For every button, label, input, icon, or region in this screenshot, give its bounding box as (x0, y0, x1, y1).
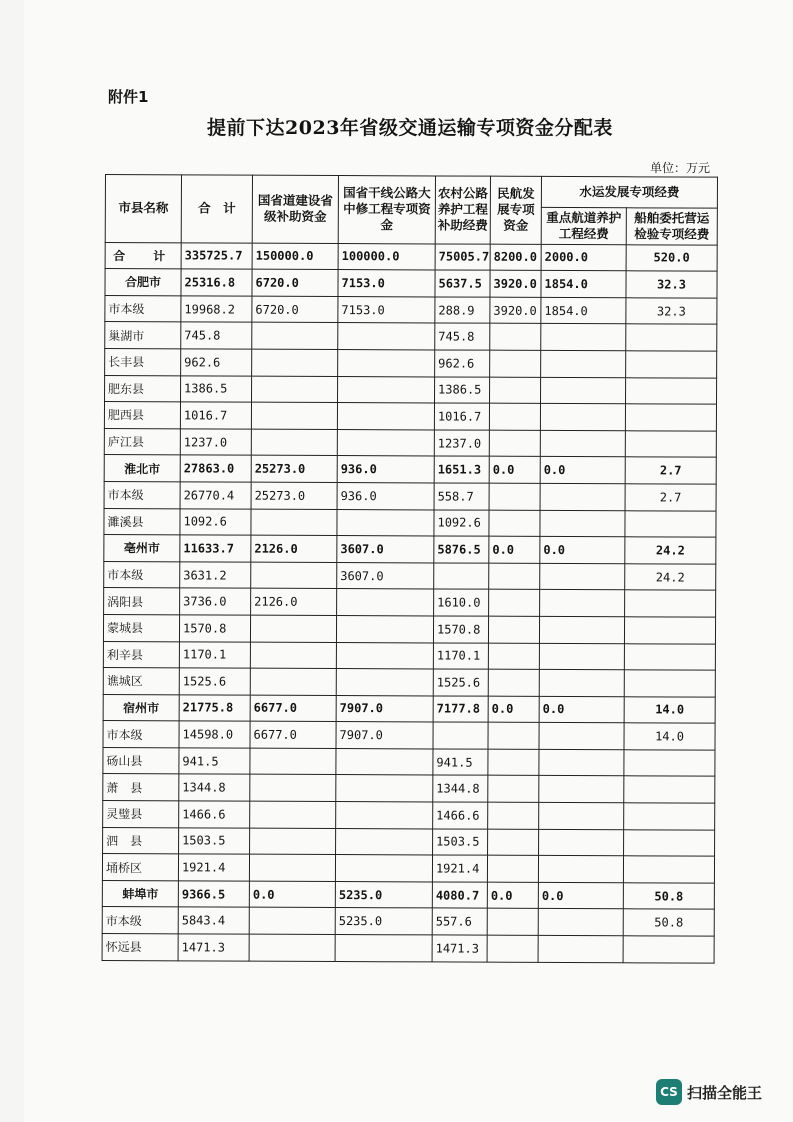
cell-total: 14598.0 (179, 721, 250, 748)
cell-ship-inspection (626, 377, 717, 404)
cell-aviation (488, 643, 539, 670)
cell-ship-inspection (625, 590, 716, 617)
cell-total: 1386.5 (181, 375, 252, 402)
cell-total: 335725.7 (181, 242, 252, 269)
cell-national-road (250, 775, 336, 802)
cell-ship-inspection: 2.7 (625, 457, 716, 484)
cell-rural-road: 558.7 (434, 483, 489, 510)
col-header-water-group: 水运发展专项经费 (541, 176, 717, 207)
cell-national-road (250, 828, 336, 855)
cell-total: 11633.7 (180, 535, 251, 562)
table-row (104, 402, 716, 431)
cell-total: 1525.6 (179, 668, 250, 695)
region-name-cell: 谯城区 (103, 668, 179, 695)
cell-waterway (539, 616, 624, 643)
cell-waterway (539, 776, 624, 803)
table-row (102, 907, 714, 936)
cell-waterway (539, 749, 624, 776)
cell-total: 1471.3 (178, 934, 249, 961)
cell-total: 1170.1 (179, 641, 250, 668)
region-name-cell: 蚌埠市 (102, 880, 178, 907)
region-name-cell: 市本级 (102, 907, 178, 934)
cell-waterway (539, 669, 624, 696)
cell-waterway: 0.0 (539, 696, 624, 723)
cell-rural-road: 1092.6 (434, 509, 489, 536)
cell-national-road (250, 615, 336, 642)
cell-ship-inspection: 32.3 (626, 298, 717, 325)
cell-aviation: 0.0 (487, 882, 538, 909)
cell-trunk-repair (336, 828, 433, 855)
region-name-cell: 市本级 (103, 721, 179, 748)
cell-national-road (251, 562, 337, 589)
cell-rural-road: 75005.7 (435, 244, 490, 271)
region-name-cell: 长丰县 (105, 348, 181, 375)
cell-aviation (489, 563, 540, 590)
cell-trunk-repair: 100000.0 (338, 243, 435, 270)
table-row (103, 668, 715, 697)
cell-waterway (541, 324, 626, 351)
cell-rural-road: 1237.0 (434, 430, 489, 457)
cell-national-road (252, 323, 338, 350)
cell-waterway (539, 802, 624, 829)
cell-total: 962.6 (181, 349, 252, 376)
cell-rural-road: 7177.8 (433, 696, 488, 723)
cell-rural-road: 1016.7 (434, 403, 489, 430)
cell-ship-inspection (623, 856, 714, 883)
cell-waterway (538, 856, 623, 883)
cell-ship-inspection: 14.0 (624, 696, 715, 723)
region-name-cell: 庐江县 (104, 428, 180, 455)
cell-trunk-repair (336, 615, 433, 642)
cell-ship-inspection (623, 936, 714, 963)
cell-aviation (488, 722, 539, 749)
cell-national-road (249, 908, 335, 935)
region-name-cell: 埇桥区 (102, 854, 178, 881)
city-subtotal-row (104, 535, 716, 564)
cell-rural-road: 1651.3 (434, 456, 489, 483)
region-name-cell: 蒙城县 (103, 614, 179, 641)
cell-aviation (488, 749, 539, 776)
cell-total: 1016.7 (180, 402, 251, 429)
col-header-trunk-repair: 国省干线公路大中修工程专项资金 (338, 176, 435, 244)
cell-national-road: 6677.0 (250, 721, 336, 748)
cell-trunk-repair: 3607.0 (337, 562, 434, 589)
cell-aviation (489, 483, 540, 510)
city-subtotal-row (103, 694, 715, 723)
cell-total: 1570.8 (179, 615, 250, 642)
cell-national-road (251, 402, 337, 429)
cell-national-road: 0.0 (249, 881, 335, 908)
cell-trunk-repair: 7907.0 (336, 695, 433, 722)
table-row (103, 721, 715, 750)
cell-rural-road: 962.6 (435, 350, 490, 377)
cell-national-road: 150000.0 (252, 243, 338, 270)
cell-rural-road: 5637.5 (435, 270, 490, 297)
cell-trunk-repair (338, 323, 435, 350)
table-row (104, 481, 716, 510)
cell-national-road: 6720.0 (252, 296, 338, 323)
cell-total: 21775.8 (179, 695, 250, 722)
cell-waterway (540, 404, 625, 431)
region-name-cell: 萧 县 (103, 774, 179, 801)
cell-ship-inspection: 24.2 (625, 537, 716, 564)
cell-total: 5843.4 (178, 907, 249, 934)
cell-ship-inspection: 14.0 (624, 723, 715, 750)
col-header-waterway: 重点航道养护工程经费 (541, 207, 626, 244)
region-name-cell: 肥东县 (105, 375, 181, 402)
col-header-total: 合 计 (181, 175, 252, 243)
table-row (105, 295, 717, 324)
region-name-cell: 市本级 (104, 561, 180, 588)
col-header-national-road: 国省道建设省级补助资金 (252, 175, 338, 243)
cell-trunk-repair (337, 403, 434, 430)
city-subtotal-row (104, 455, 716, 484)
region-name-cell: 涡阳县 (104, 588, 180, 615)
table-row (104, 428, 716, 457)
table-row (105, 348, 717, 377)
region-name-cell: 濉溪县 (104, 508, 180, 535)
cell-trunk-repair (335, 935, 432, 962)
cell-national-road (250, 748, 336, 775)
cell-trunk-repair (336, 748, 433, 775)
cell-trunk-repair: 7907.0 (336, 722, 433, 749)
cell-rural-road: 5876.5 (434, 536, 489, 563)
cell-total: 9366.5 (178, 881, 249, 908)
cell-trunk-repair: 7153.0 (338, 270, 435, 297)
cell-total: 1237.0 (180, 429, 251, 456)
col-header-region: 市县名称 (105, 175, 181, 243)
cell-aviation (488, 802, 539, 829)
cell-ship-inspection (624, 776, 715, 803)
cell-rural-road: 1570.8 (433, 616, 488, 643)
cell-national-road (250, 801, 336, 828)
cell-aviation: 0.0 (488, 696, 539, 723)
table-row (103, 614, 715, 643)
cell-rural-road: 4080.7 (432, 882, 487, 909)
cell-national-road (251, 509, 337, 536)
table-row (103, 801, 715, 830)
cell-national-road: 2126.0 (251, 535, 337, 562)
cell-total: 1466.6 (179, 801, 250, 828)
cell-total: 25316.8 (181, 269, 252, 296)
cell-ship-inspection (624, 643, 715, 670)
cell-total: 1344.8 (179, 774, 250, 801)
region-name-cell: 淮北市 (104, 455, 180, 482)
cell-aviation (487, 909, 538, 936)
cell-aviation (488, 616, 539, 643)
cell-waterway (541, 377, 626, 404)
cell-ship-inspection: 50.8 (623, 883, 714, 910)
cell-rural-road (433, 722, 488, 749)
cell-rural-road: 745.8 (435, 323, 490, 350)
cell-aviation (489, 510, 540, 537)
cell-waterway (538, 935, 623, 962)
cell-rural-road: 1386.5 (435, 377, 490, 404)
cell-waterway (539, 723, 624, 750)
region-name-cell: 灵璧县 (103, 801, 179, 828)
cell-ship-inspection: 50.8 (623, 909, 714, 936)
cell-ship-inspection (624, 750, 715, 777)
cell-national-road (250, 642, 336, 669)
table-body (102, 242, 717, 963)
cell-ship-inspection: 520.0 (626, 244, 717, 271)
cell-trunk-repair (336, 802, 433, 829)
cell-aviation (489, 430, 540, 457)
cell-trunk-repair: 936.0 (337, 456, 434, 483)
cell-aviation (489, 589, 540, 616)
region-name-cell: 亳州市 (104, 535, 180, 562)
cell-national-road: 6720.0 (252, 269, 338, 296)
cell-trunk-repair (338, 349, 435, 376)
cell-trunk-repair: 3607.0 (337, 536, 434, 563)
cell-aviation (490, 350, 541, 377)
cell-aviation: 8200.0 (490, 244, 541, 271)
camscanner-logo-icon: CS (656, 1079, 682, 1105)
table-row (104, 508, 716, 537)
cell-national-road (252, 349, 338, 376)
cell-aviation (490, 324, 541, 351)
cell-total: 27863.0 (180, 455, 251, 482)
cell-trunk-repair: 7153.0 (338, 296, 435, 323)
cell-trunk-repair (337, 429, 434, 456)
cell-national-road (250, 668, 336, 695)
cell-total: 19968.2 (181, 296, 252, 323)
cell-waterway (538, 909, 623, 936)
cell-trunk-repair (336, 669, 433, 696)
allocation-table (102, 174, 718, 963)
table-row (103, 827, 715, 856)
cell-aviation: 3920.0 (490, 270, 541, 297)
cell-waterway (540, 563, 625, 590)
cell-total: 3736.0 (180, 588, 251, 615)
cell-ship-inspection (624, 617, 715, 644)
attachment-label: 附件1 (108, 88, 149, 106)
cell-aviation (488, 829, 539, 856)
table-row (102, 854, 714, 883)
scanner-app-name: 扫描全能王 (687, 1083, 763, 1102)
cell-waterway (539, 829, 624, 856)
cell-total: 1921.4 (178, 854, 249, 881)
cell-rural-road (434, 563, 489, 590)
table-row (105, 375, 717, 404)
region-name-cell: 合肥市 (105, 269, 181, 296)
cell-waterway (540, 483, 625, 510)
col-header-ship-inspection: 船舶委托营运检验专项经费 (626, 207, 717, 244)
cell-aviation (487, 935, 538, 962)
region-name-cell: 巢湖市 (105, 322, 181, 349)
cell-trunk-repair (338, 376, 435, 403)
region-name-cell: 砀山县 (103, 747, 179, 774)
cell-rural-road: 1344.8 (433, 775, 488, 802)
cell-rural-road: 1503.5 (433, 829, 488, 856)
cell-ship-inspection: 2.7 (625, 484, 716, 511)
cell-waterway: 1854.0 (541, 297, 626, 324)
cell-ship-inspection: 24.2 (625, 563, 716, 590)
city-subtotal-row (102, 880, 714, 909)
cell-rural-road: 288.9 (435, 297, 490, 324)
cell-waterway (540, 430, 625, 457)
region-name-cell: 市本级 (104, 481, 180, 508)
cell-waterway: 0.0 (540, 457, 625, 484)
table-row (104, 588, 716, 617)
cell-total: 941.5 (179, 748, 250, 775)
table-row (104, 561, 716, 590)
cell-rural-road: 1471.3 (432, 935, 487, 962)
cell-trunk-repair: 936.0 (337, 482, 434, 509)
cell-trunk-repair (337, 509, 434, 536)
region-name-cell: 利辛县 (103, 641, 179, 668)
cell-total: 3631.2 (180, 562, 251, 589)
region-name-cell: 市本级 (105, 295, 181, 322)
region-name-cell: 宿州市 (103, 694, 179, 721)
cell-ship-inspection (625, 404, 716, 431)
cell-waterway (540, 590, 625, 617)
cell-national-road (249, 854, 335, 881)
cell-national-road: 2126.0 (251, 588, 337, 615)
cell-waterway: 1854.0 (541, 271, 626, 298)
document-title: 提前下达2023年省级交通运输专项资金分配表 (207, 117, 613, 139)
table-row (105, 322, 717, 351)
cell-rural-road: 941.5 (433, 749, 488, 776)
cell-waterway: 2000.0 (541, 244, 626, 271)
cell-national-road (252, 376, 338, 403)
cell-aviation (488, 669, 539, 696)
cell-trunk-repair: 5235.0 (335, 881, 432, 908)
cell-total: 745.8 (181, 322, 252, 349)
cell-ship-inspection (625, 431, 716, 458)
cell-ship-inspection (624, 829, 715, 856)
cell-national-road: 6677.0 (250, 695, 336, 722)
cell-rural-road: 1921.4 (432, 855, 487, 882)
cell-waterway (540, 510, 625, 537)
cell-rural-road: 557.6 (432, 908, 487, 935)
cell-waterway: 0.0 (538, 882, 623, 909)
col-header-rural-road: 农村公路养护工程补助经费 (435, 176, 490, 244)
cell-aviation: 0.0 (489, 536, 540, 563)
cell-ship-inspection (624, 803, 715, 830)
cell-ship-inspection (624, 670, 715, 697)
cell-total: 26770.4 (180, 482, 251, 509)
cell-national-road: 25273.0 (251, 482, 337, 509)
cell-ship-inspection (626, 351, 717, 378)
table-row (103, 774, 715, 803)
cell-waterway (541, 350, 626, 377)
region-name-cell: 泗 县 (103, 827, 179, 854)
cell-aviation (490, 377, 541, 404)
cell-total: 1503.5 (179, 827, 250, 854)
cell-waterway (539, 643, 624, 670)
cell-rural-road: 1525.6 (433, 669, 488, 696)
cell-ship-inspection (626, 324, 717, 351)
cell-ship-inspection (625, 510, 716, 537)
scanner-watermark (656, 1079, 762, 1105)
cell-trunk-repair (335, 855, 432, 882)
cell-waterway: 0.0 (540, 537, 625, 564)
region-name-cell: 肥西县 (104, 402, 180, 429)
cell-national-road (251, 429, 337, 456)
cell-aviation: 0.0 (489, 457, 540, 484)
col-header-aviation: 民航发展专项资金 (490, 176, 541, 244)
cell-trunk-repair (336, 642, 433, 669)
cell-trunk-repair (337, 589, 434, 616)
city-subtotal-row (105, 269, 717, 298)
table-row (103, 641, 715, 670)
cell-national-road: 25273.0 (251, 455, 337, 482)
table-row (103, 747, 715, 776)
cell-rural-road: 1610.0 (434, 589, 489, 616)
cell-rural-road: 1170.1 (433, 642, 488, 669)
cell-aviation (487, 855, 538, 882)
cell-total: 1092.6 (180, 508, 251, 535)
table-row (102, 934, 714, 963)
unit-label: 单位：万元 (650, 161, 711, 175)
cell-aviation: 3920.0 (490, 297, 541, 324)
region-name-cell: 怀远县 (102, 934, 178, 961)
cell-trunk-repair: 5235.0 (335, 908, 432, 935)
cell-national-road (249, 934, 335, 961)
region-name-cell: 合 计 (105, 242, 181, 269)
cell-aviation (489, 403, 540, 430)
cell-ship-inspection: 32.3 (626, 271, 717, 298)
cell-rural-road: 1466.6 (433, 802, 488, 829)
cell-trunk-repair (336, 775, 433, 802)
cell-aviation (488, 776, 539, 803)
grand-total-row (105, 242, 717, 271)
